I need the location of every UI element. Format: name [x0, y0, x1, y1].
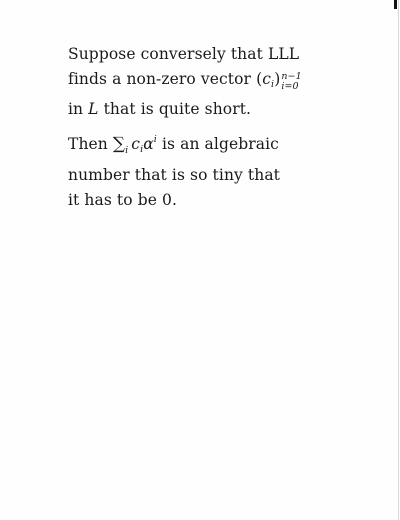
term-exponent: i: [153, 134, 157, 145]
sum-symbol: ∑: [112, 134, 126, 154]
paragraph-2: [68, 127, 280, 213]
term-base: α: [143, 135, 154, 153]
line-1-suffix: is an algebraic: [156, 135, 279, 153]
sum-index: i: [125, 145, 129, 156]
vector-range-upper: n−1: [281, 71, 302, 82]
paragraph-1: [68, 42, 302, 122]
term-coefficient-index: i: [140, 144, 144, 155]
scan-edge-mark: [394, 0, 397, 9]
line-2-prefix: finds a non-zero vector: [68, 70, 257, 88]
paragraph-2-line-1: [68, 127, 280, 163]
vector-variable: c: [262, 70, 272, 88]
term-coefficient: c: [131, 135, 141, 153]
vector-range: [281, 72, 301, 92]
paragraph-1-line-3: [68, 97, 302, 122]
paragraph-2-line-3: it has to be 0.: [68, 191, 178, 209]
line-3-prefix: in: [68, 100, 89, 118]
line-3-suffix: that is quite short.: [98, 100, 252, 118]
page-right-edge: [398, 0, 399, 520]
paragraph-1-line-2: [68, 67, 302, 97]
lattice-variable: L: [88, 100, 99, 118]
vector-close-paren: ): [274, 70, 281, 88]
line-1-prefix: Then: [68, 135, 113, 153]
paragraph-1-line-1: Suppose conversely that LLL: [68, 45, 300, 63]
vector-index: i: [271, 79, 275, 90]
vector-open-paren: (: [256, 70, 263, 88]
paragraph-2-line-2: number that is so tiny that: [68, 166, 280, 184]
vector-range-lower: i=0: [281, 81, 299, 92]
